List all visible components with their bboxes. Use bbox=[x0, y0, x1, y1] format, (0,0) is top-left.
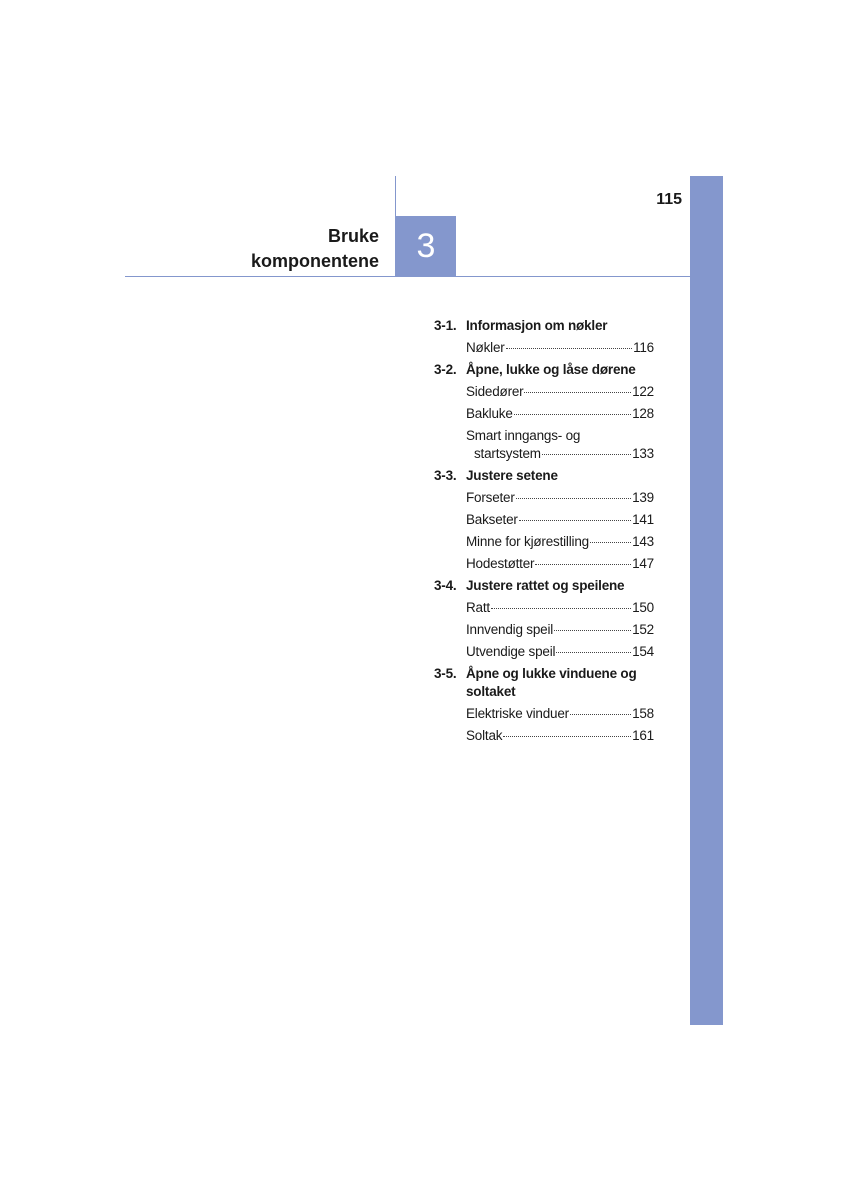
toc-section-heading[interactable] bbox=[434, 577, 654, 595]
toc-entry[interactable] bbox=[434, 427, 654, 463]
toc-entry[interactable] bbox=[434, 339, 654, 357]
toc-entry[interactable] bbox=[434, 555, 654, 573]
dot-leader bbox=[524, 392, 631, 393]
chapter-number: 3 bbox=[416, 226, 436, 265]
dot-leader bbox=[519, 520, 631, 521]
entry-page: 122 bbox=[632, 384, 654, 399]
header-horizontal-rule bbox=[125, 276, 690, 277]
chapter-side-tab bbox=[690, 176, 723, 1025]
entry-label: Innvendig speil bbox=[466, 622, 554, 637]
entry-page: 154 bbox=[632, 644, 654, 659]
entry-page: 143 bbox=[632, 534, 654, 549]
entry-label: Elektriske vinduer bbox=[466, 706, 569, 721]
toc-entry[interactable] bbox=[434, 383, 654, 401]
entry-label: Ratt bbox=[466, 600, 490, 615]
toc-entry[interactable] bbox=[434, 533, 654, 551]
toc-entry[interactable] bbox=[434, 489, 654, 507]
section-number: 3-5. bbox=[434, 666, 457, 681]
dot-leader bbox=[514, 414, 631, 415]
chapter-title bbox=[251, 224, 379, 274]
entry-page: 133 bbox=[632, 446, 654, 461]
entry-label: Bakluke bbox=[466, 406, 513, 421]
entry-page: 139 bbox=[632, 490, 654, 505]
dot-leader bbox=[535, 564, 631, 565]
toc-section-heading[interactable] bbox=[434, 361, 654, 379]
entry-label: Smart inngangs- og bbox=[466, 428, 581, 443]
section-title: Åpne, lukke og låse dørene bbox=[466, 362, 636, 377]
toc-entry[interactable] bbox=[434, 599, 654, 617]
entry-page: 147 bbox=[632, 556, 654, 571]
toc-section-heading[interactable] bbox=[434, 665, 654, 701]
dot-leader bbox=[590, 542, 631, 543]
section-number: 3-2. bbox=[434, 362, 457, 377]
toc-section-heading[interactable] bbox=[434, 317, 654, 335]
entry-label: Soltak bbox=[466, 728, 503, 743]
entry-label-continued: startsystem bbox=[474, 446, 541, 461]
dot-leader bbox=[506, 348, 633, 349]
section-title: Justere setene bbox=[466, 468, 558, 483]
dot-leader bbox=[542, 454, 631, 455]
section-number: 3-1. bbox=[434, 318, 457, 333]
chapter-number-box bbox=[396, 216, 456, 276]
entry-label: Forseter bbox=[466, 490, 515, 505]
toc-entry[interactable] bbox=[434, 405, 654, 423]
entry-page: 128 bbox=[632, 406, 654, 421]
entry-page: 158 bbox=[632, 706, 654, 721]
toc-entry[interactable] bbox=[434, 727, 654, 745]
dot-leader bbox=[554, 630, 631, 631]
entry-page: 161 bbox=[632, 728, 654, 743]
toc-entry[interactable] bbox=[434, 511, 654, 529]
toc-entry[interactable] bbox=[434, 621, 654, 639]
entry-page: 150 bbox=[632, 600, 654, 615]
section-number: 3-4. bbox=[434, 578, 457, 593]
table-of-contents bbox=[434, 313, 654, 749]
section-title: Justere rattet og speilene bbox=[466, 578, 625, 593]
entry-label: Utvendige speil bbox=[466, 644, 556, 659]
chapter-title-line-1: Bruke bbox=[327, 226, 379, 246]
entry-label: Bakseter bbox=[466, 512, 518, 527]
entry-label: Nøkler bbox=[466, 340, 505, 355]
entry-page: 141 bbox=[632, 512, 654, 527]
toc-section-heading[interactable] bbox=[434, 467, 654, 485]
entry-page: 152 bbox=[632, 622, 654, 637]
toc-entry[interactable] bbox=[434, 643, 654, 661]
dot-leader bbox=[516, 498, 631, 499]
entry-label: Sidedører bbox=[466, 384, 524, 399]
entry-label: Hodestøtter bbox=[466, 556, 535, 571]
dot-leader bbox=[503, 736, 631, 737]
section-number: 3-3. bbox=[434, 468, 457, 483]
dot-leader bbox=[570, 714, 631, 715]
section-title: Åpne og lukke vinduene og soltaket bbox=[466, 666, 637, 699]
page-number: 115 bbox=[656, 191, 682, 208]
section-title: Informasjon om nøkler bbox=[466, 318, 608, 333]
dot-leader bbox=[491, 608, 631, 609]
chapter-title-line-2: komponentene bbox=[250, 251, 379, 271]
toc-entry[interactable] bbox=[434, 705, 654, 723]
dot-leader bbox=[556, 652, 631, 653]
entry-label: Minne for kjørestilling bbox=[466, 534, 589, 549]
entry-page: 116 bbox=[633, 340, 654, 355]
